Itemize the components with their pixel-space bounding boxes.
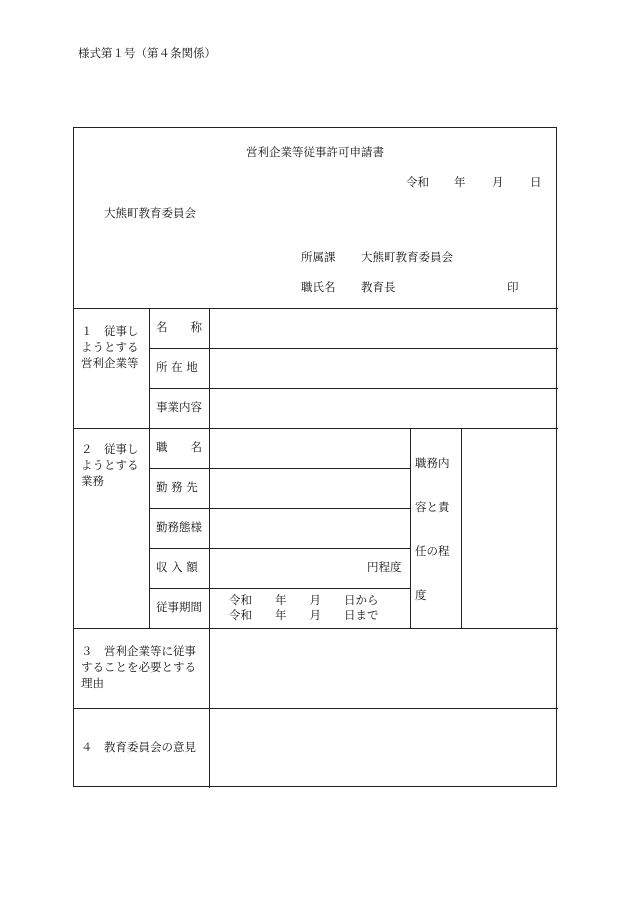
period-start: 令和 年 月 日から	[229, 593, 379, 607]
section2-label-line1: ２ 従事し	[81, 442, 139, 456]
duty-label-line3: 任の程	[415, 544, 450, 558]
section3-label-line3: 理由	[81, 676, 104, 690]
section-divider	[74, 428, 558, 429]
column-divider	[149, 308, 150, 628]
section1-label-line3: 営利企業等	[81, 356, 139, 370]
column-divider	[410, 428, 411, 628]
section-divider	[74, 628, 558, 629]
row-divider	[149, 548, 410, 549]
job-title-label: 職 名	[156, 440, 202, 454]
section2-label-line2: ようとする	[81, 458, 139, 472]
row-divider	[149, 468, 410, 469]
column-divider	[461, 428, 462, 628]
company-name-label: 名 称	[156, 320, 202, 334]
date-year-label: 年	[454, 175, 466, 189]
section2-label-line3: 業務	[81, 474, 104, 488]
duty-label-line1: 職務内	[415, 456, 450, 470]
company-address-label: 所 在 地	[156, 360, 198, 374]
application-form	[73, 127, 557, 787]
department-label: 所属課	[301, 250, 336, 264]
seal-mark: 印	[507, 280, 519, 294]
date-month-label: 月	[492, 175, 504, 189]
income-suffix: 円程度	[367, 560, 402, 574]
header-divider	[74, 308, 558, 309]
period-label: 従事期間	[156, 600, 202, 614]
duty-label-line2: 容と責	[415, 500, 450, 514]
section1-label-line2: ようとする	[81, 340, 139, 354]
form-number: 様式第１号（第４条関係）	[78, 46, 216, 60]
workplace-label: 勤 務 先	[156, 480, 198, 494]
section3-label-line1: ３ 営利企業等に従事	[81, 644, 196, 658]
row-divider	[149, 348, 558, 349]
duty-label-line4: 度	[415, 588, 427, 602]
column-divider	[209, 308, 210, 788]
form-title: 営利企業等従事許可申請書	[246, 145, 384, 159]
job-title-name-value: 教育長	[361, 280, 396, 294]
department-value: 大熊町教育委員会	[361, 250, 453, 264]
income-label: 収 入 額	[156, 560, 198, 574]
date-era: 令和	[406, 175, 429, 189]
work-pattern-label: 勤務態様	[156, 520, 202, 534]
job-title-name-label: 職氏名	[301, 280, 336, 294]
section3-label-line2: することを必要とする	[81, 660, 196, 674]
section1-label-line1: １ 従事し	[81, 324, 139, 338]
date-day-label: 日	[530, 175, 542, 189]
period-end: 令和 年 月 日まで	[229, 608, 379, 622]
section4-label: ４ 教育委員会の意見	[81, 740, 196, 754]
row-divider	[149, 508, 410, 509]
row-divider	[149, 588, 410, 589]
business-content-label: 事業内容	[156, 400, 202, 414]
addressee: 大熊町教育委員会	[104, 206, 196, 220]
row-divider	[149, 388, 558, 389]
section-divider	[74, 708, 558, 709]
